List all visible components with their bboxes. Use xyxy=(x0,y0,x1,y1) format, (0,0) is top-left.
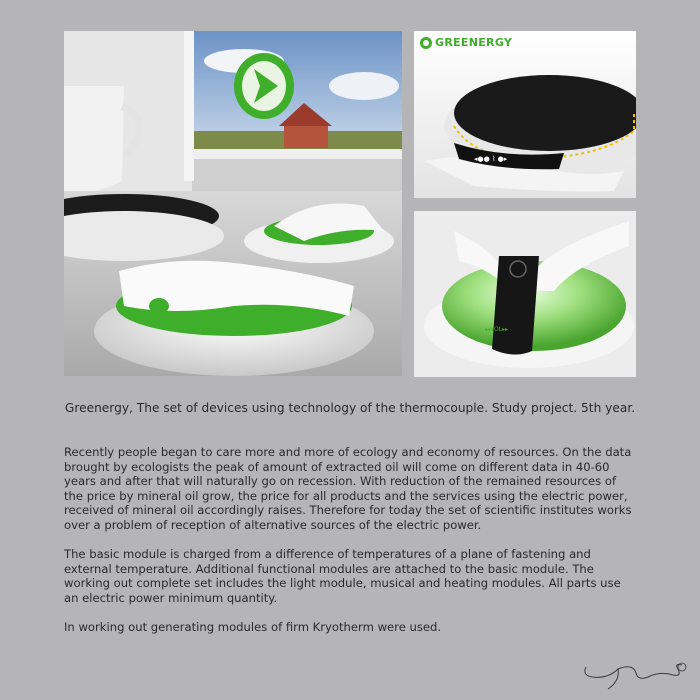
control-strip xyxy=(492,256,539,355)
paragraph-kryotherm: In working out generating modules of firm Kryotherm were used. xyxy=(64,620,442,635)
brand-label: GREENERGY xyxy=(435,36,513,49)
greenergy-leaf-icon xyxy=(420,37,432,49)
handwritten-signature xyxy=(578,655,693,699)
bottom-right-render xyxy=(414,211,636,377)
volume-label: ◂◂VOL▸▸ xyxy=(484,326,509,333)
top-right-render xyxy=(414,31,636,198)
description-body xyxy=(64,445,636,649)
main-product-render xyxy=(64,31,402,376)
device-plate xyxy=(454,75,636,151)
control-glyphs: ◂●● ⌇ ●▸ xyxy=(474,155,508,163)
greenergy-logo xyxy=(420,36,512,49)
image-caption: Greenergy, The set of devices using technology of the thermocouple. Study project. 5th year. xyxy=(64,401,636,415)
coffee-cup xyxy=(64,86,124,192)
paragraph-basic-module: The basic module is charged from a difference of temperatures of a plane of fastening and external temperature. Additional functional modules are attached to the basic module. The working out complete set includes the light module, musical and heating modules. All parts use an electric power minimum quantity. xyxy=(64,547,621,605)
paragraph-ecology: Recently people began to care more and more of ecology and economy of resources. On the data brought by ecologists the peak of amount of extracted oil will come on different data in 40-60 years and after that will naturally go on recession. With reduction of the remained resources of the price by mineral oil grow, the price for all products and the services using the electric power, received of mineral oil accordingly raises. Therefore for today the set of scientific institutes works over a problem of reception of alternative sources of the electric power. xyxy=(64,445,632,532)
greenergy-leaf-icon xyxy=(234,53,294,119)
